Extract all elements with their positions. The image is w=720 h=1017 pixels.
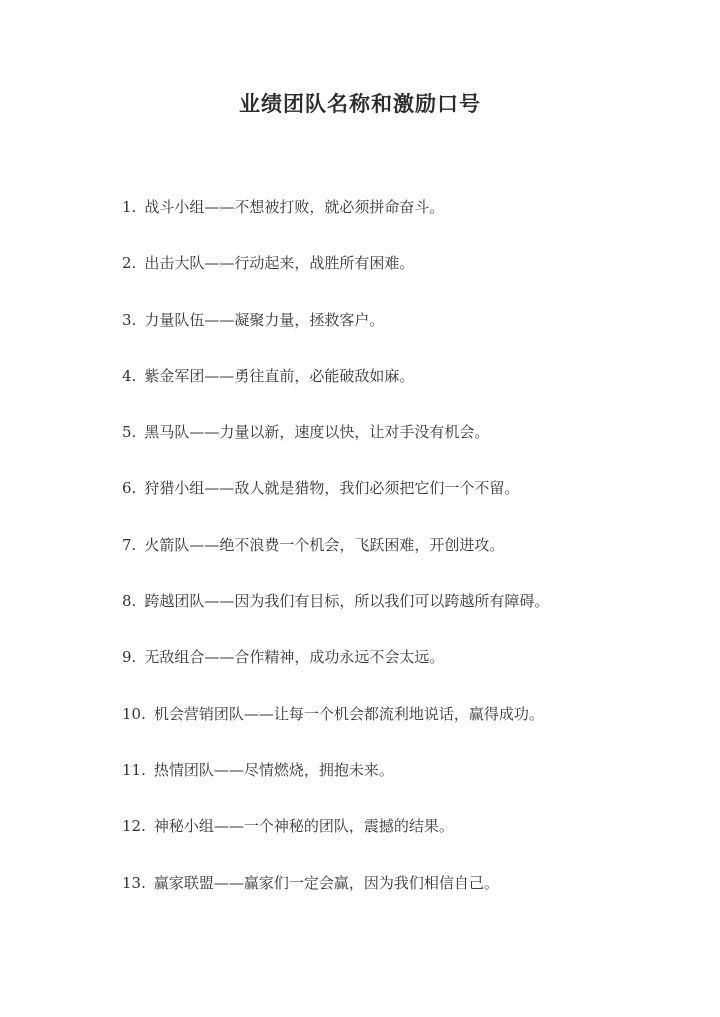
item-text: 热情团队——尽情燃烧，拥抱未来。 xyxy=(153,760,394,779)
item-number: 8. xyxy=(122,592,137,611)
item-number: 3. xyxy=(122,310,137,329)
list-item xyxy=(122,815,549,871)
item-number: 10. xyxy=(122,704,146,723)
item-number: 2. xyxy=(122,254,137,273)
item-number: 6. xyxy=(122,479,137,498)
item-number: 13. xyxy=(122,873,146,892)
document-title: 业绩团队名称和激励口号 xyxy=(239,91,481,116)
item-text: 赢家联盟——赢家们一定会赢，因为我们相信自己。 xyxy=(153,873,499,892)
item-text: 狩猎小组——敌人就是猎物，我们必须把它们一个不留。 xyxy=(144,479,520,498)
item-number: 12. xyxy=(122,817,146,836)
list-item xyxy=(122,759,549,815)
item-text: 紫金军团——勇往直前，必能破敌如麻。 xyxy=(144,366,415,385)
item-text: 出击大队——行动起来，战胜所有困难。 xyxy=(144,254,415,273)
item-number: 4. xyxy=(122,366,137,385)
item-number: 7. xyxy=(122,535,137,554)
item-number: 11. xyxy=(122,760,146,779)
item-text: 无敌组合——合作精神，成功永远不会太远。 xyxy=(144,648,445,667)
item-text: 力量队伍——凝聚力量，拯救客户。 xyxy=(144,310,385,329)
item-text: 跨越团队——因为我们有目标，所以我们可以跨越所有障碍。 xyxy=(144,592,550,611)
list-item xyxy=(122,646,549,702)
item-text: 神秘小组——一个神秘的团队，震撼的结果。 xyxy=(153,817,454,836)
item-number: 9. xyxy=(122,648,137,667)
item-number: 5. xyxy=(122,423,137,442)
list-item xyxy=(122,365,549,421)
slogan-list xyxy=(122,196,549,928)
item-number: 1. xyxy=(122,198,137,216)
list-item xyxy=(122,196,549,252)
list-item xyxy=(122,252,549,308)
list-item xyxy=(122,590,549,646)
item-text: 战斗小组——不想被打败，就必须拼命奋斗。 xyxy=(144,198,445,216)
list-item xyxy=(122,703,549,759)
list-item xyxy=(122,872,549,928)
item-text: 机会营销团队——让每一个机会都流利地说话，赢得成功。 xyxy=(153,704,544,723)
item-text: 黑马队——力量以新，速度以快，让对手没有机会。 xyxy=(144,423,490,442)
list-item xyxy=(122,477,549,533)
list-item xyxy=(122,309,549,365)
item-text: 火箭队——绝不浪费一个机会，飞跃困难，开创进攻。 xyxy=(144,535,505,554)
list-item xyxy=(122,421,549,477)
list-item xyxy=(122,534,549,590)
